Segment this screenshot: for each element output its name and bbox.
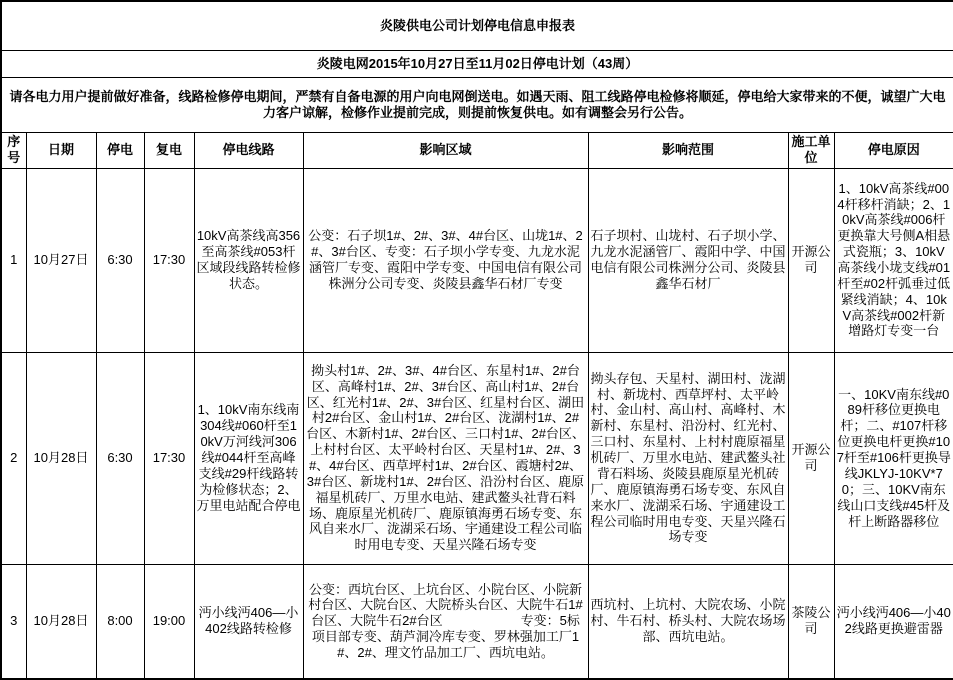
cell-line: 10kV高茶线高356至高茶线#053杆区域段线路转检修状态。 bbox=[194, 168, 303, 352]
cell-on-time: 17:30 bbox=[144, 352, 194, 564]
cell-on-time: 17:30 bbox=[144, 168, 194, 352]
cell-unit: 茶陵公司 bbox=[788, 564, 834, 679]
cell-area: 拗头村1#、2#、3#、4#台区、东星村1#、2#台区、高峰村1#、2#、3#台区、高山村1#、2#台区、红光村1#、2#、3#台区、红星村台区、湖田村2#台区、金山村1#、2#台区、泷湖村1#、2#台区、木新村1#、2#台区、三口村1#、2#台区、上村村台区、太平岭村台区、天星村1#、2#、3#、4#台区、西草坪村1#、2#台区、霞塘村2#、3#台区、新垅村1#、2#台区、沿汾村台区、鹿原福星机砖厂、万里水电站、建武鳌头社背石料场、鹿原星光机砖厂、鹿原镇海勇石场专变、东风自来水厂、泷湖采石场、宇通建设工程公司临时用电专变、天星兴隆石场专变 bbox=[303, 352, 588, 564]
cell-line: 沔小线沔406—小402线路转检修 bbox=[194, 564, 303, 679]
cell-line: 1、10kV南东线南304线#060杆至10kV万河线河306线#044杆至高峰支线#29杆线路转为检修状态；2、万里电站配合停电 bbox=[194, 352, 303, 564]
cell-off-time: 6:30 bbox=[96, 352, 144, 564]
cell-scope: 西坑村、上坑村、大院农场、小院村、牛石村、桥头村、大院农场场部、西坑电站。 bbox=[588, 564, 788, 679]
cell-off-time: 6:30 bbox=[96, 168, 144, 352]
table-row bbox=[1, 168, 953, 352]
cell-on-time: 19:00 bbox=[144, 564, 194, 679]
table-row bbox=[1, 564, 953, 679]
cell-scope: 石子坝村、山垅村、石子坝小学、九龙水泥涵管厂、霞阳中学、中国电信有限公司株洲分公司、炎陵县鑫华石材厂 bbox=[588, 168, 788, 352]
cell-seq: 1 bbox=[1, 168, 26, 352]
cell-unit: 开源公司 bbox=[788, 352, 834, 564]
cell-reason: 一、10KV南东线#089杆移位更换电杆；二、#107杆移位更换电杆更换#107杆至#106杆更换导线JKLYJ-10KV*70；三、10KV南东线山口支线#45杆及杆上断路器移位 bbox=[834, 352, 953, 564]
header-row bbox=[1, 132, 953, 168]
column-header-date: 日期 bbox=[26, 132, 96, 168]
column-header-unit: 施工单位 bbox=[788, 132, 834, 168]
column-header-line: 停电线路 bbox=[194, 132, 303, 168]
notice-text: 请各电力用户提前做好准备，线路检修停电期间，严禁有自备电源的用户向电网倒送电。如遇天雨、阻工线路停电检修将顺延，停电给大家带来的不便，诚望广大电力客户谅解，检修作业提前完成，则提前恢复供电。如有调整会另行公告。 bbox=[1, 77, 953, 132]
cell-off-time: 8:00 bbox=[96, 564, 144, 679]
cell-unit: 开源公司 bbox=[788, 168, 834, 352]
cell-scope: 拗头存包、天星村、湖田村、泷湖村、新垅村、西草坪村、太平岭村、金山村、高山村、高峰村、木新村、东星村、沿汾村、红光村、三口村、东星村、上村村鹿原福星机砖厂、万里水电站、建武鳌头社背石料场、炎陵县鹿原星光机砖厂、鹿原镇海勇石场专变、东风自来水厂、泷湖采石场、宇通建设工程公司临时用电专变、天星兴隆石场专变 bbox=[588, 352, 788, 564]
cell-date: 10月28日 bbox=[26, 352, 96, 564]
column-header-scope: 影响范围 bbox=[588, 132, 788, 168]
column-header-on-time: 复电 bbox=[144, 132, 194, 168]
cell-seq: 2 bbox=[1, 352, 26, 564]
column-header-off-time: 停电 bbox=[96, 132, 144, 168]
column-header-area: 影响区域 bbox=[303, 132, 588, 168]
plan-week-subtitle: 炎陵电网2015年10月27日至11月02日停电计划（43周） bbox=[1, 50, 953, 77]
table-row bbox=[1, 352, 953, 564]
cell-date: 10月28日 bbox=[26, 564, 96, 679]
cell-area: 公变：石子坝1#、2#、3#、4#台区、山垅1#、2#、3#台区、专变：石子坝小学专变、九龙水泥涵管厂专变、霞阳中学专变、中国电信有限公司株洲分公司专变、炎陵县鑫华石材厂专变 bbox=[303, 168, 588, 352]
cell-area: 公变：西坑台区、上坑台区、小院台区、小院新村台区、大院台区、大院桥头台区、大院牛石1#台区、大院牛石2#台区 专变：5标项目部专变、葫芦洞冷库专变、罗林强加工厂1#、2#、理文竹品加工厂、西坑电站。 bbox=[303, 564, 588, 679]
cell-reason: 沔小线沔406—小402线路更换避雷器 bbox=[834, 564, 953, 679]
cell-seq: 3 bbox=[1, 564, 26, 679]
cell-date: 10月27日 bbox=[26, 168, 96, 352]
page-title: 炎陵供电公司计划停电信息申报表 bbox=[1, 1, 953, 50]
column-header-reason: 停电原因 bbox=[834, 132, 953, 168]
cell-reason: 1、10kV高茶线#004杆移杆消缺；2、10kV高茶线#006杆更换靠大号侧A相悬式瓷瓶；3、10kV高茶线小垅支线#01杆至#02杆弧垂过低紧线消缺；4、10kV高茶线#002杆新增路灯专变一台 bbox=[834, 168, 953, 352]
column-header-seq: 序号 bbox=[1, 132, 26, 168]
